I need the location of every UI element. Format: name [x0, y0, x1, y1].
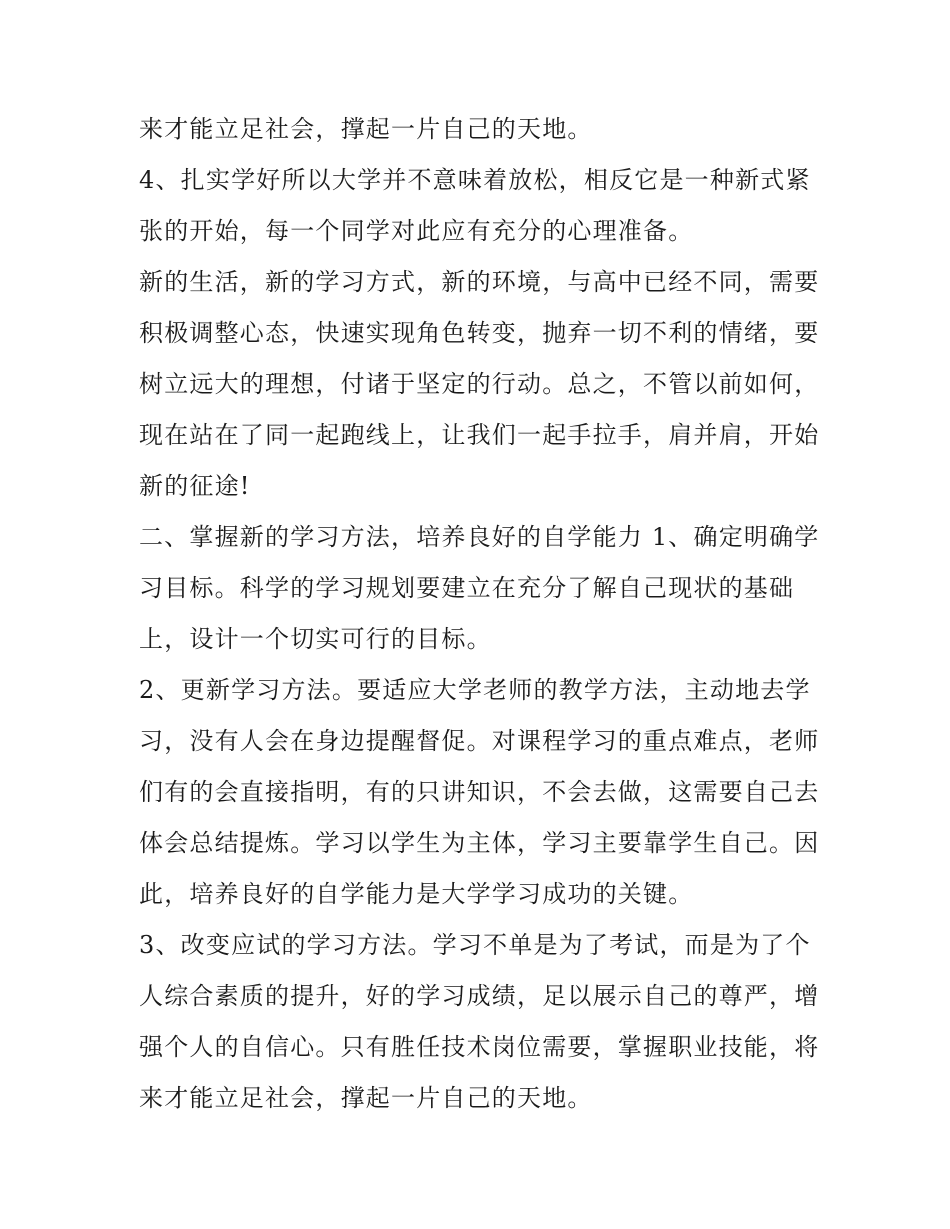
text-line: 习，没有人会在身边提醒督促。对课程学习的重点难点，老师 — [139, 727, 820, 755]
text-line: 体会总结提炼。学习以学生为主体，学习主要靠学生自己。因 — [139, 829, 820, 857]
text-line: 张的开始，每一个同学对此应有充分的心理准备。 — [139, 217, 694, 245]
text-line: 来才能立足社会，撑起一片自己的天地。 — [139, 115, 593, 143]
text-line: 2、更新学习方法。要适应大学老师的教学方法，主动地去学 — [139, 676, 811, 704]
text-line: 上，设计一个切实可行的目标。 — [139, 625, 492, 653]
text-line: 此，培养良好的自学能力是大学学习成功的关键。 — [139, 880, 694, 908]
text-line: 新的生活，新的学习方式，新的环境，与高中已经不同，需要 — [139, 268, 820, 296]
text-line: 积极调整心态，快速实现角色转变，抛弃一切不利的情绪，要 — [139, 319, 820, 347]
paragraph-new-life — [139, 257, 819, 512]
text-line: 现在站在了同一起跑线上，让我们一起手拉手，肩并肩，开始 — [139, 421, 820, 449]
text-line: 新的征途! — [139, 472, 251, 500]
text-line: 人综合素质的提升，好的学习成绩，足以展示自己的尊严，增 — [139, 982, 820, 1010]
paragraph-section-two — [139, 512, 819, 665]
text-line: 来才能立足社会，撑起一片自己的天地。 — [139, 1084, 593, 1112]
text-line: 3、改变应试的学习方法。学习不单是为了考试，而是为了个 — [139, 931, 811, 959]
document-body — [139, 104, 819, 1124]
text-line: 4、扎实学好所以大学并不意味着放松，相反它是一种新式紧 — [139, 166, 811, 194]
paragraph-point-4 — [139, 155, 819, 257]
text-line: 强个人的自信心。只有胜任技术岗位需要，掌握职业技能，将 — [139, 1033, 820, 1061]
paragraph-point-3 — [139, 920, 819, 1124]
text-line: 二、掌握新的学习方法，培养良好的自学能力 1、确定明确学 — [139, 523, 820, 551]
text-line: 习目标。科学的学习规划要建立在充分了解自己现状的基础 — [139, 574, 795, 602]
paragraph-point-2 — [139, 665, 819, 920]
text-line: 树立远大的理想，付诸于坚定的行动。总之，不管以前如何， — [139, 370, 820, 398]
text-line: 们有的会直接指明，有的只讲知识，不会去做，这需要自己去 — [139, 778, 820, 806]
paragraph-continuation — [139, 104, 819, 155]
